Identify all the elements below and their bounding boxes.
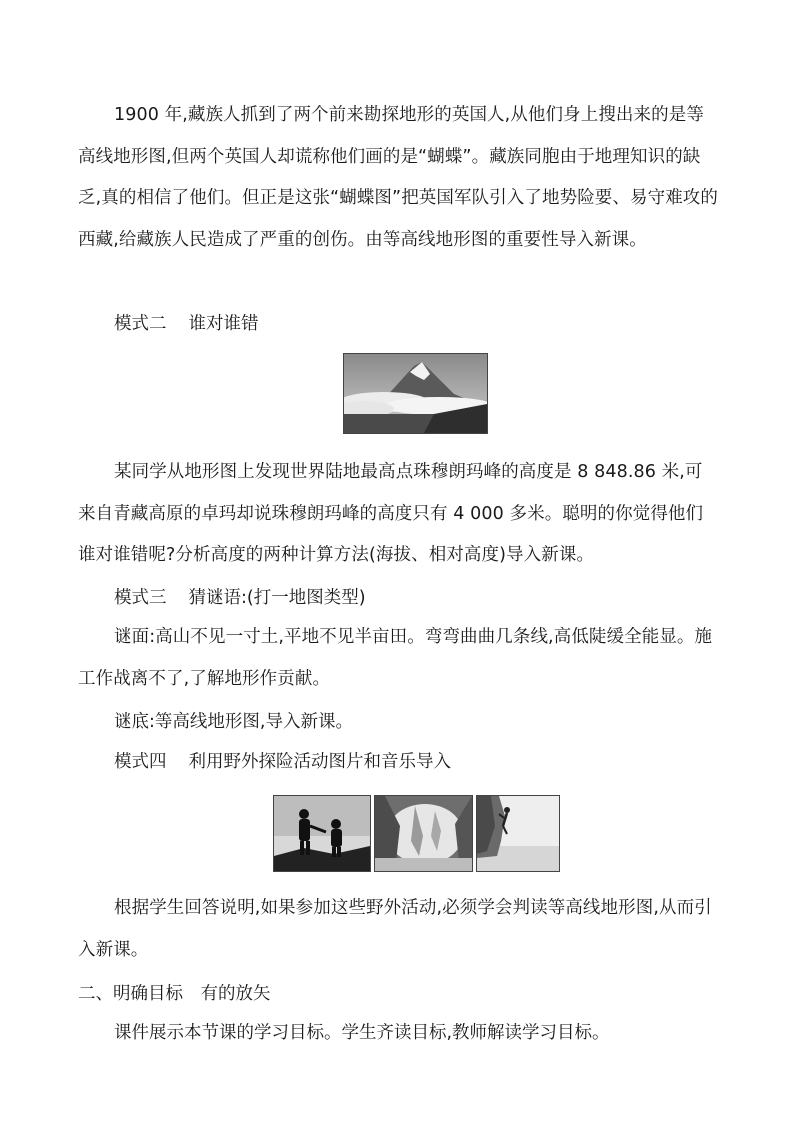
intro-paragraph: 1900 年,藏族人抓到了两个前来勘探地形的英国人,从他们身上搜出来的是等高线地形图,但两个英国人却谎称他们画的是“蝴蝶”。藏族同胞由于地理知识的缺乏,真的相信了他们。但正是这张“蝴蝶图”把英国军队引入了地势险要、易守难攻的西藏,给藏族人民造成了严重的创伤。由等高线地形图的重要性导入新课。 — [78, 105, 718, 250]
mode4-heading — [114, 750, 451, 774]
cave-photo — [374, 795, 473, 872]
mode2-name: 谁对谁错 — [188, 314, 259, 334]
mode3-name: 猜谜语:(打一地图类型) — [188, 588, 366, 608]
riddle-paragraph: 谜面:高山不见一寸土,平地不见半亩田。弯弯曲曲几条线,高低陡缓全能显。施工作战离不了,了解地形作贡献。 — [78, 627, 713, 689]
mode3-title: 模式三 — [114, 588, 167, 608]
section2-heading: 二、明确目标 有的放矢 — [78, 984, 271, 1004]
climber-photo — [476, 795, 560, 872]
section2-paragraph: 课件展示本节课的学习目标。学生齐读目标,教师解读学习目标。 — [114, 1023, 610, 1043]
mode4-paragraph: 根据学生回答说明,如果参加这些野外活动,必须学会判读等高线地形图,从而引入新课。 — [78, 898, 712, 960]
hikers-photo — [273, 795, 371, 872]
mode2-heading — [114, 312, 259, 336]
riddle-answer: 谜底:等高线地形图,导入新课。 — [114, 712, 353, 732]
mode4-name: 利用野外探险活动图片和音乐导入 — [188, 752, 451, 772]
mode3-heading — [114, 586, 366, 610]
mode2-paragraph: 某同学从地形图上发现世界陆地最高点珠穆朗玛峰的高度是 8 848.86 米,可来自青藏高原的卓玛却说珠穆朗玛峰的高度只有 4 000 多米。聪明的你觉得他们谁对谁错呢?分析高度的两种计算方法(海拔、相对高度)导入新课。 — [78, 462, 704, 565]
mountain-photo — [343, 353, 488, 434]
mode4-title: 模式四 — [114, 752, 167, 772]
mode2-title: 模式二 — [114, 314, 167, 334]
